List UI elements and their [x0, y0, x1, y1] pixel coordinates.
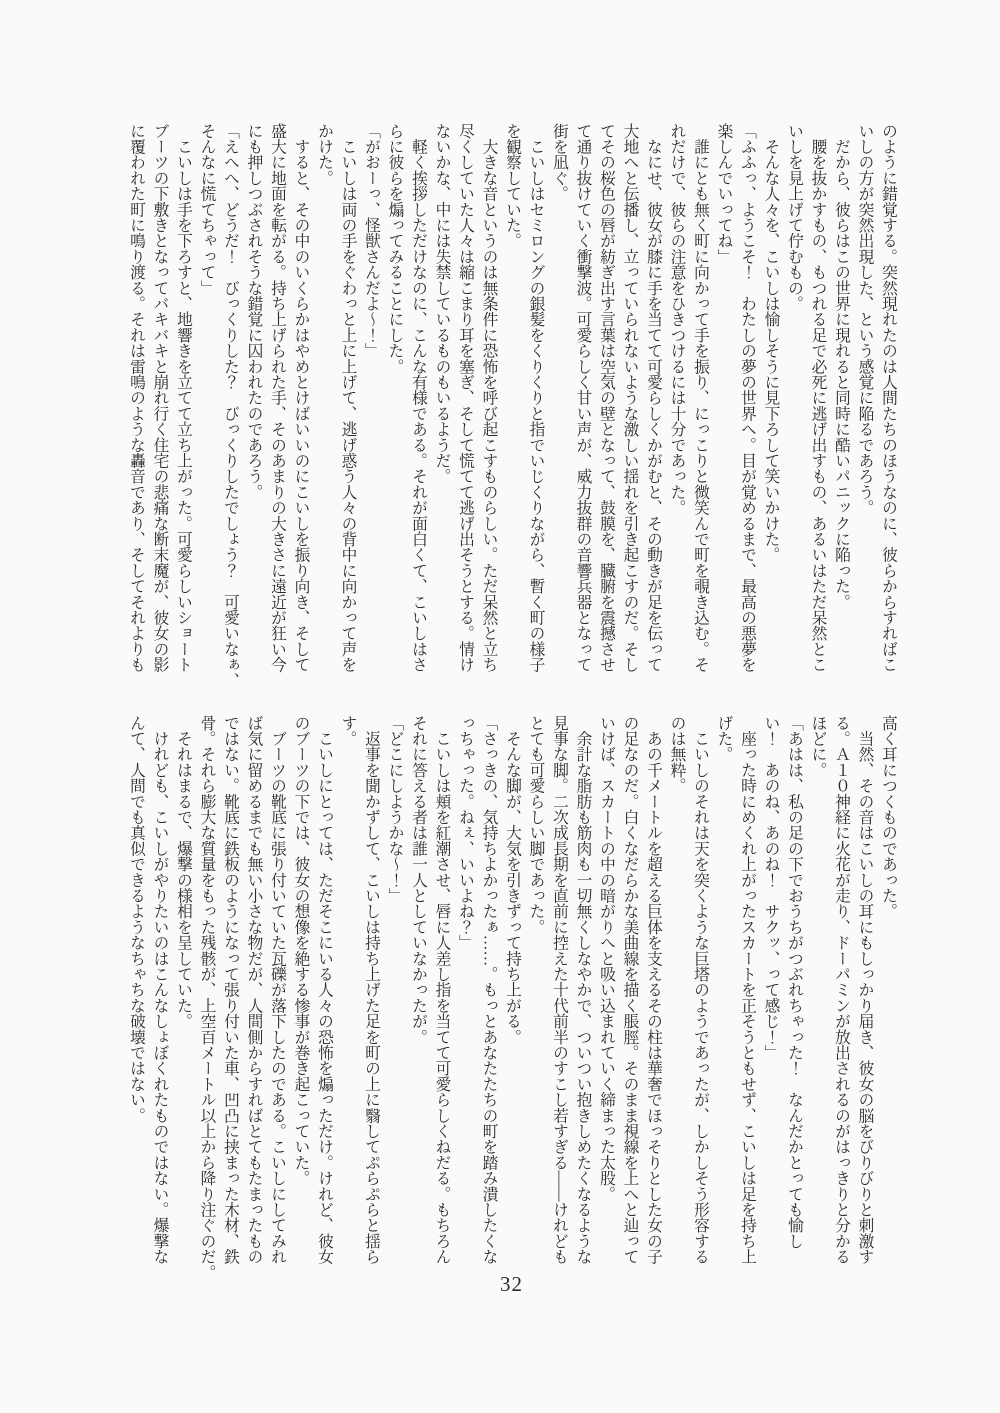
- text-line: 軽く挨拶しただけなのに、こんな有様である。それが面白くて、こいしはさ: [410, 123, 427, 673]
- text-line: 腰を抜かすもの、もつれる足で必死に逃げ出すもの、あるいはただ呆然とこ: [809, 123, 827, 673]
- text-line: いしの方が突然出現した、という感覚に陥るであろう。: [856, 123, 874, 516]
- text-line: こいしにとっては、ただそこにいる人々の恐怖を煽っただけ。けれど、彼女: [316, 715, 333, 1265]
- text-line: ブーツの靴底に張り付いていた瓦礫が落下したのである。こいしにしてみれ: [269, 715, 286, 1265]
- text-line: 「どこにしようかな～！」: [386, 715, 404, 904]
- text-line: そんな人々を、こいしは愉しそうに見下ろして笑いかけた。: [762, 123, 780, 563]
- text-line: いけば、スカートの中の暗がりへと吸い込まれていく締まった太股。: [598, 715, 615, 1202]
- text-line: れだけで、彼らの注意をひきつけるには十分であった。: [668, 123, 686, 516]
- text-line: 骨。それら膨大な質量をもった残骸が、上空百メートル以上から降り注ぐのだ。: [198, 715, 216, 1281]
- text-line: 返事を聞かずして、こいしは持ち上げた足を町の上に翳してぷらぷらと揺ら: [363, 715, 380, 1265]
- text-line: げた。: [715, 715, 733, 763]
- text-line: こいしのそれは天を突くような巨塔のようであったが、しかしそう形容する: [692, 715, 709, 1265]
- top-text-block: [125, 123, 901, 689]
- text-line: のように錯覚する。突然現れたのは人間たちのほうなのに、彼らからすればこ: [880, 123, 897, 673]
- text-line: こいしは手を下ろすと、地響きを立てて立ち上がった。可愛らしいショート: [175, 123, 192, 673]
- text-line: 楽しんでいってね」: [715, 123, 733, 265]
- text-line: を観察していた。: [504, 123, 521, 249]
- text-line: 大きな音というのは無条件に恐怖を呼び起こすものらしい。ただ呆然と立ち: [480, 123, 498, 673]
- text-line: ブーツの下敷きとなってバキバキと崩れ行く住宅の悲痛な断末魔が、彼女の影: [151, 123, 169, 673]
- text-line: ば気に留めるまでも無い小さな物だが、人間側からすればとてもたまったもの: [245, 715, 263, 1265]
- text-line: に覆われた町に鳴り渡る。それは雷鳴のような轟音であり、そしてそれよりも: [128, 123, 145, 673]
- text-line: 大地へと伝播し、立っていられないような激しい揺れを引き起こすのだ。そし: [621, 123, 639, 673]
- text-line: こいしは両の手をぐわっと上に上げて、逃げ惑う人々の背中に向かって声を: [339, 123, 357, 673]
- bottom-text-block: [125, 715, 901, 1281]
- text-line: いしを見上げて佇むもの。: [786, 123, 803, 312]
- text-line: こいしは頬を紅潮させ、唇に人差し指を当てて可愛らしくねだる。もちろん: [433, 715, 451, 1265]
- text-line: のブーツの下では、彼女の想像を絶する惨事が巻き起こっていた。: [292, 715, 310, 1186]
- text-line: こいしはセミロングの銀髪をくりくりと指でいじくりながら、暫く町の様子: [527, 123, 545, 673]
- text-line: んて、人間でも真似できるようなちゃちな破壊ではない。: [128, 715, 145, 1124]
- text-line: す。: [339, 715, 357, 747]
- text-line: 座った時にめくれ上がったスカートを正そうともせず、こいしは足を持ち上: [739, 715, 756, 1265]
- text-line: のは無粋。: [668, 715, 686, 794]
- text-line: らに彼らを煽ってみることにした。: [386, 123, 404, 375]
- text-line: 「あはは、私の足の下でおうちがつぶれちゃった！ なんだかとっても愉し: [786, 715, 803, 1249]
- text-line: そんな脚が、大気を引きずって持ち上がる。: [504, 715, 521, 1045]
- text-line: かけた。: [316, 123, 333, 186]
- text-line: けれども、こいしがやりたいのはこんなしょぼくれたものではない。爆撃な: [151, 715, 169, 1265]
- text-line: い！ あのね、あのね！ サクッ、って感じ！」: [762, 715, 780, 1061]
- text-line: 「がおーっ、怪獣さんだよ～！」: [363, 123, 380, 359]
- text-line: あの千メートルを超える巨体を支えるその柱は華奢でほっそりとした女の子: [645, 715, 662, 1265]
- text-line: 見事な脚。二次成長期を直前に控えた十代前半のすこし若すぎる――けれども: [551, 715, 568, 1265]
- text-line: すると、その中のいくらかはやめとけばいいのにこいしを振り向き、そして: [292, 123, 310, 673]
- text-line: ないかな、中には失禁しているものもいるようだ。: [433, 123, 451, 485]
- text-line: て通り抜けていく衝撃波。可愛らしく甘い声が、威力抜群の音響兵器となって: [574, 123, 592, 673]
- text-line: それに答える者は誰一人としていなかったが。: [410, 715, 427, 1045]
- text-line: なにせ、彼女が膝に手を当てて可愛らしくかがむと、その動きが足を伝って: [645, 123, 662, 673]
- text-line: 盛大に地面を転がる。持ち上げられた手、そのあまりの大きさに遠近が狂い今: [269, 123, 286, 673]
- text-line: そんなに慌てちゃって」: [198, 123, 216, 296]
- text-line: の足なのだ。白くなだらかな美曲線を描く脹脛。そのまま視線を上へと辿って: [621, 715, 639, 1265]
- page-number: 32: [500, 1272, 523, 1296]
- text-line: にも押しつぶされそうな錯覚に囚われたのであろう。: [245, 123, 263, 500]
- text-line: ではない。靴底に鉄板のようになって張り付いた車、凹凸に挟まった木材、鉄: [222, 715, 239, 1265]
- text-line: てその桜色の唇が紡ぎ出す言葉は空気の壁となって、鼓膜を、臓腑を震撼させ: [598, 123, 615, 673]
- text-line: とても可愛らしい脚であった。: [527, 715, 545, 935]
- text-line: 「ふふっ、ようこそ！ わたしの夢の世界へ。目が覚めるまで、最高の悪夢を: [739, 123, 756, 673]
- text-line: っちゃった。ねぇ、いいよね？」: [457, 715, 474, 951]
- text-line: る。Ａ１０神経に火花が走り、ドーパミンが放出されるのがはっきりと分かる: [833, 715, 850, 1265]
- text-line: ほどに。: [809, 715, 827, 778]
- text-line: 尽くしていた人々は縮こまり耳を塞ぎ、そして慌てて逃げ出そうとする。情け: [457, 123, 474, 673]
- text-line: 「さっきの、気持ちよかったぁ……。もっとあなたたちの町を踏み潰したくな: [480, 715, 498, 1265]
- text-line: 余計な脂肪も筋肉も一切無くしなやかで、ついつい抱きしめたくなるような: [574, 715, 592, 1265]
- text-line: それはまるで、爆撃の様相を呈していた。: [175, 715, 192, 1029]
- text-line: だから、彼らはこの世界に現れると同時に酷いパニックに陥った。: [833, 123, 850, 610]
- text-line: 当然、その音はこいしの耳にもしっかり届き、彼女の脳をびりびりと刺激す: [856, 715, 874, 1265]
- text-line: 街を凪ぐ。: [551, 123, 568, 202]
- text-line: 高く耳につくものであった。: [880, 715, 897, 920]
- text-line: 誰にとも無く町に向かって手を振り、にっこりと微笑んで町を覗き込む。そ: [692, 123, 709, 673]
- text-line: 「えへへ、どうだ！ びっくりした？ びっくりしたでしょう？ 可愛いなぁ、: [222, 123, 239, 689]
